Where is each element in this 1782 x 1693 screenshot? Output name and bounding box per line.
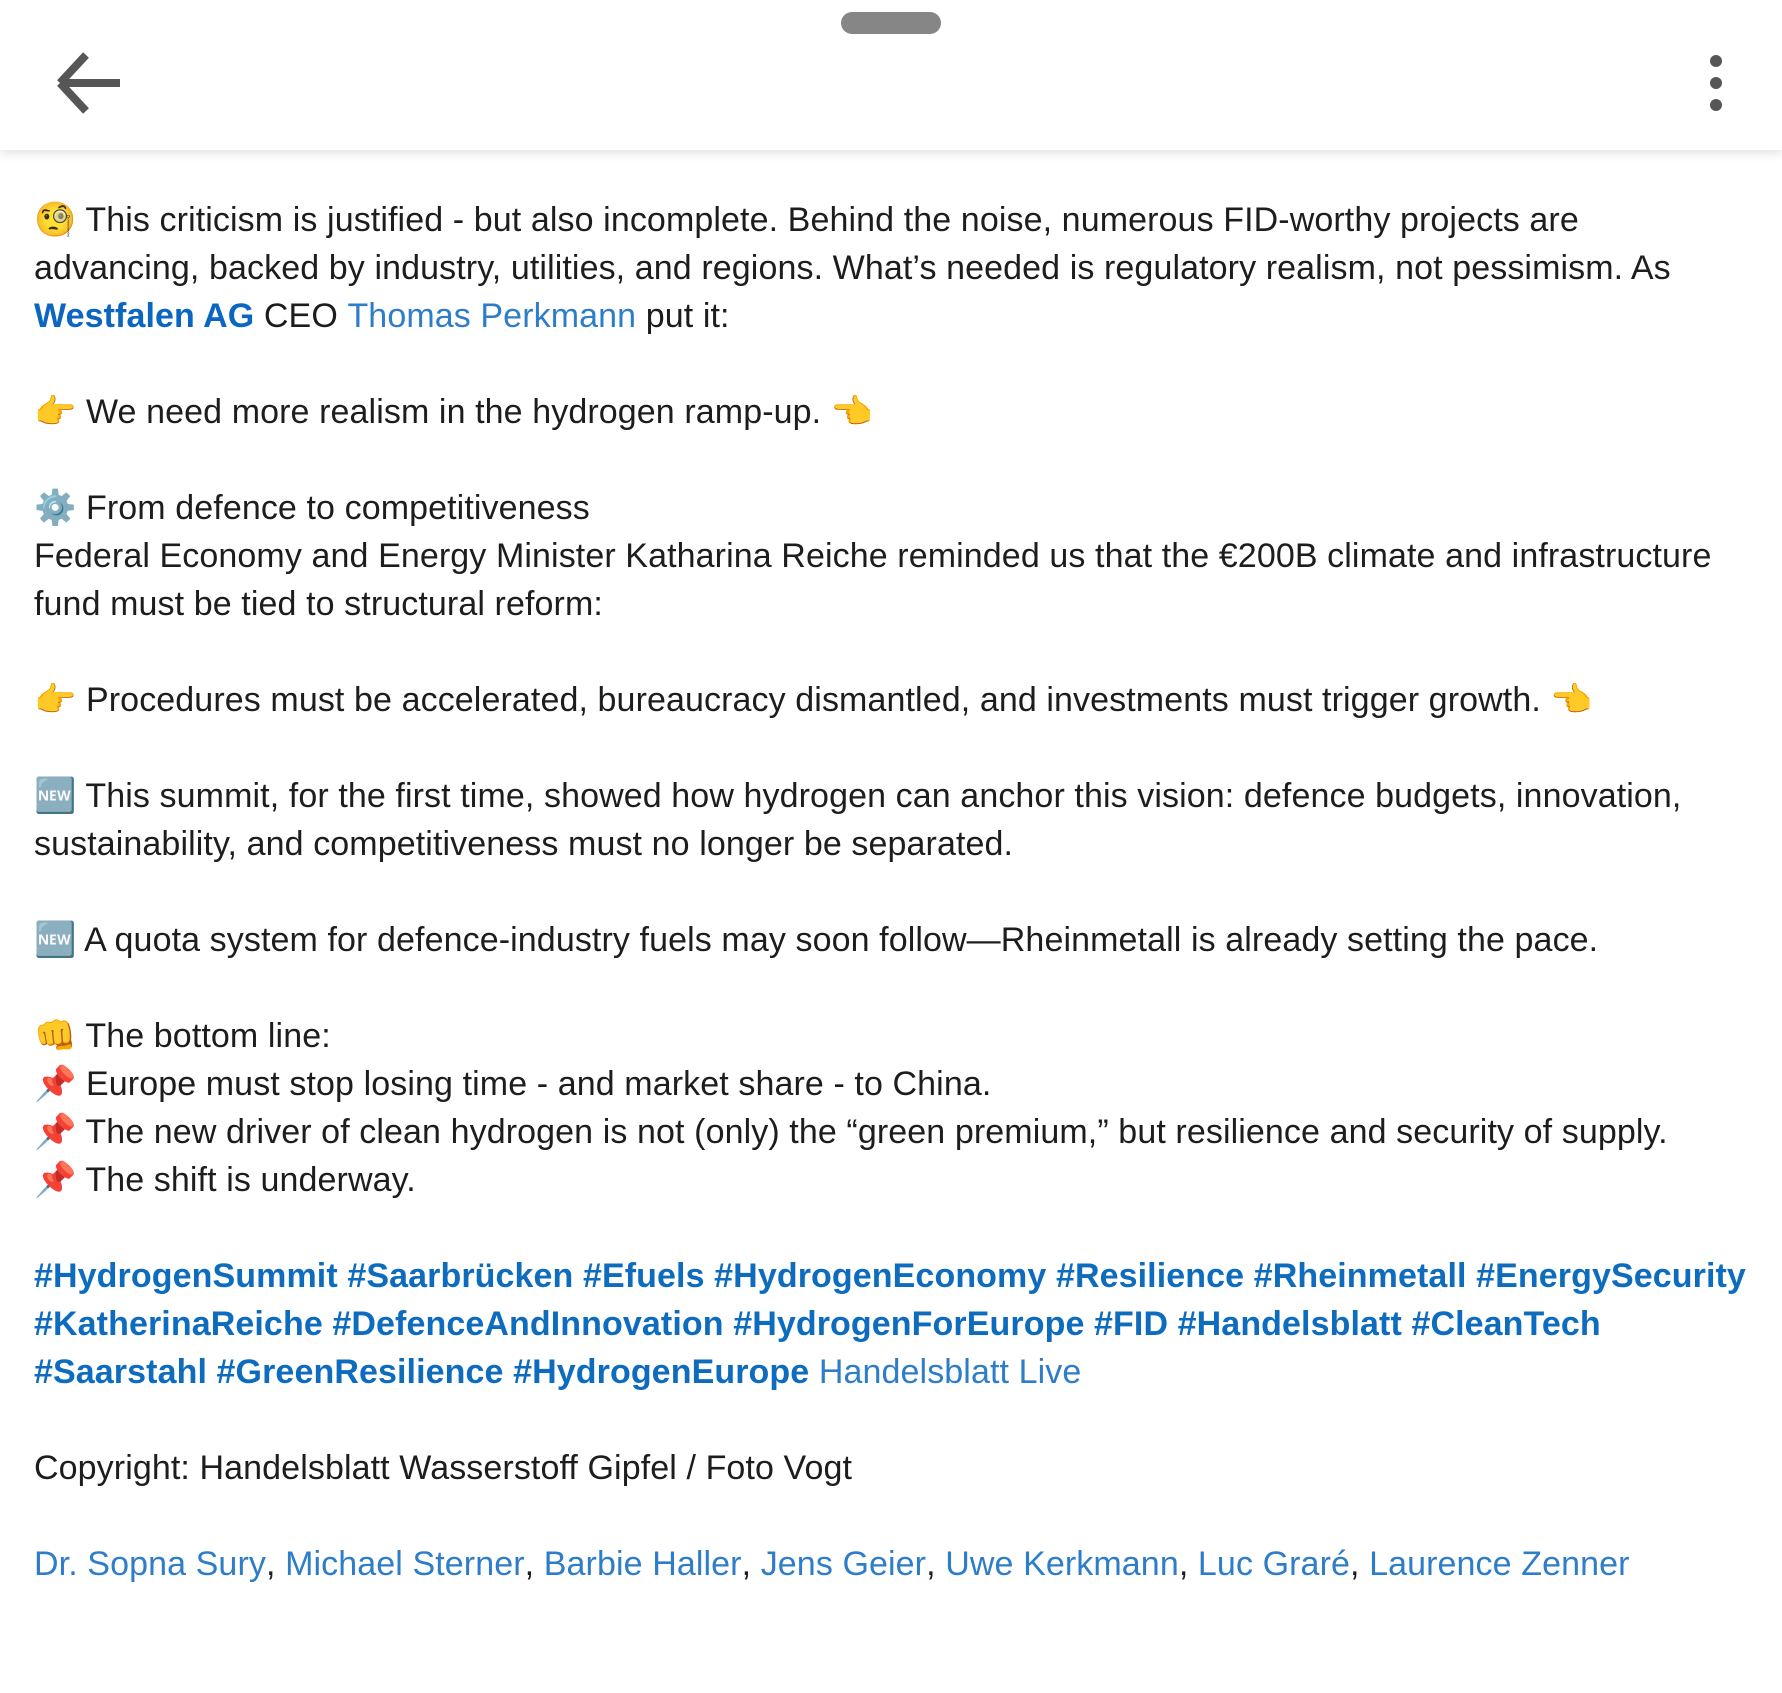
back-button[interactable] <box>44 40 134 126</box>
post-text-run <box>573 1257 583 1295</box>
post-text-run: 👉 We need more realism in the hydrogen ramp-up. 👈 <box>34 393 874 431</box>
paragraph-bottom-line <box>34 1012 1748 1204</box>
post-text-run: CEO <box>254 297 348 335</box>
post-text-run <box>504 1353 514 1391</box>
hashtag-resilience[interactable]: #Resilience <box>1055 1257 1245 1295</box>
post-text-run <box>1244 1257 1254 1295</box>
post-text-run: 🧐 This criticism is justified - but also incomplete. Behind the noise, numerous FID-worthy projects are advancing, backed by industry, utilities, and regions. What’s needed is regulatory realism, not pessimism. As <box>34 201 1671 287</box>
post-text-run <box>323 1305 333 1343</box>
hashtag-fid[interactable]: #FID <box>1094 1305 1169 1343</box>
hashtag-cleantech[interactable]: #CleanTech <box>1411 1305 1601 1343</box>
mention-barbie-haller[interactable]: Barbie Haller <box>543 1545 742 1583</box>
post-text-run: , <box>1350 1545 1370 1583</box>
app-top-bar <box>0 0 1782 150</box>
post-text-run: 🆕 This summit, for the first time, showed how hydrogen can anchor this vision: defence budgets, innovation, sustainability, and competitiveness must no longer be separated. <box>34 777 1682 863</box>
post-text-run <box>1084 1305 1094 1343</box>
paragraph-defence-competitiveness <box>34 484 1748 628</box>
mention-uwe-kerkmann[interactable]: Uwe Kerkmann <box>945 1545 1179 1583</box>
post-text-run <box>1046 1257 1056 1295</box>
hashtag-efuels[interactable]: #Efuels <box>582 1257 705 1295</box>
post-text-run <box>724 1305 734 1343</box>
post-text-run: , <box>926 1545 946 1583</box>
post-text-run <box>338 1257 348 1295</box>
hashtag-saarbruecken[interactable]: #Saarbrücken <box>347 1257 574 1295</box>
post-text-run: , <box>1178 1545 1198 1583</box>
post-text-run: 📌 The new driver of clean hydrogen is not (only) the “green premium,” but resilience and security of supply. <box>34 1113 1668 1151</box>
post-text-run: 🆕 A quota system for defence-industry fuels may soon follow—Rheinmetall is already setting the pace. <box>34 921 1599 959</box>
post-text-run <box>1467 1257 1477 1295</box>
mention-luc-grare[interactable]: Luc Graré <box>1197 1545 1350 1583</box>
hashtag-hydrogeneconomy[interactable]: #HydrogenEconomy <box>714 1257 1047 1295</box>
hashtag-energysecurity[interactable]: #EnergySecurity <box>1476 1257 1746 1295</box>
paragraph-criticism <box>34 196 1748 340</box>
sheet-drag-handle[interactable] <box>841 12 941 34</box>
post-text-run <box>1168 1305 1178 1343</box>
mention-handelsblatt-live[interactable]: Handelsblatt Live <box>818 1353 1082 1391</box>
post-text-run: , <box>741 1545 761 1583</box>
post-text-run: , <box>524 1545 544 1583</box>
post-text-run: 📌 Europe must stop losing time - and market share - to China. <box>34 1065 992 1103</box>
paragraph-quote-realism <box>34 388 1748 436</box>
paragraph-copyright <box>34 1444 1748 1492</box>
post-text-content <box>34 196 1748 1588</box>
paragraph-tagged-people <box>34 1540 1748 1588</box>
hashtag-handelsblatt[interactable]: #Handelsblatt <box>1177 1305 1402 1343</box>
post-text-run <box>809 1353 819 1391</box>
back-arrow-icon <box>56 52 122 114</box>
hashtag-hydrogensummit[interactable]: #HydrogenSummit <box>34 1257 338 1295</box>
post-text-run: 📌 The shift is underway. <box>34 1161 416 1199</box>
hashtag-rheinmetall[interactable]: #Rheinmetall <box>1253 1257 1467 1295</box>
mention-jens-geier[interactable]: Jens Geier <box>760 1545 927 1583</box>
link-thomas-perkmann[interactable]: Thomas Perkmann <box>347 297 637 335</box>
post-text-run: put it: <box>636 297 730 335</box>
post-body <box>0 150 1782 1628</box>
hashtag-greenresilience[interactable]: #GreenResilience <box>216 1353 504 1391</box>
hashtag-katherinareiche[interactable]: #KatherinaReiche <box>34 1305 323 1343</box>
mention-sopna-sury[interactable]: Dr. Sopna Sury <box>34 1545 266 1583</box>
post-text-run: Federal Economy and Energy Minister Katharina Reiche reminded us that the €200B climate and infrastructure fund must be tied to structural reform: <box>34 537 1712 623</box>
hashtag-saarstahl[interactable]: #Saarstahl <box>34 1353 207 1391</box>
hashtag-hydrogeneurope[interactable]: #HydrogenEurope <box>513 1353 810 1391</box>
post-text-run <box>1402 1305 1412 1343</box>
post-text-run: 👊 The bottom line: <box>34 1017 331 1055</box>
post-text-run <box>705 1257 715 1295</box>
mention-laurence-zenner[interactable]: Laurence Zenner <box>1369 1545 1630 1583</box>
mention-michael-sterner[interactable]: Michael Sterner <box>285 1545 525 1583</box>
hashtag-hydrogenforeurope[interactable]: #HydrogenForEurope <box>733 1305 1085 1343</box>
paragraph-quota-system <box>34 916 1748 964</box>
paragraph-quote-procedures <box>34 676 1748 724</box>
paragraph-hashtags <box>34 1252 1748 1396</box>
link-westfalen-ag[interactable]: Westfalen AG <box>34 297 255 335</box>
post-text-run: ⚙️ From defence to competitiveness <box>34 489 590 527</box>
paragraph-summit-vision <box>34 772 1748 868</box>
post-text-run <box>207 1353 217 1391</box>
post-text-run: Copyright: Handelsblatt Wasserstoff Gipfel / Foto Vogt <box>34 1449 853 1487</box>
overflow-menu-icon <box>1710 55 1722 67</box>
overflow-menu-button[interactable] <box>1694 40 1738 126</box>
hashtag-defenceandinnovation[interactable]: #DefenceAndInnovation <box>332 1305 724 1343</box>
post-text-run: 👉 Procedures must be accelerated, bureaucracy dismantled, and investments must trigger growth. 👈 <box>34 681 1593 719</box>
post-text-run: , <box>265 1545 286 1583</box>
